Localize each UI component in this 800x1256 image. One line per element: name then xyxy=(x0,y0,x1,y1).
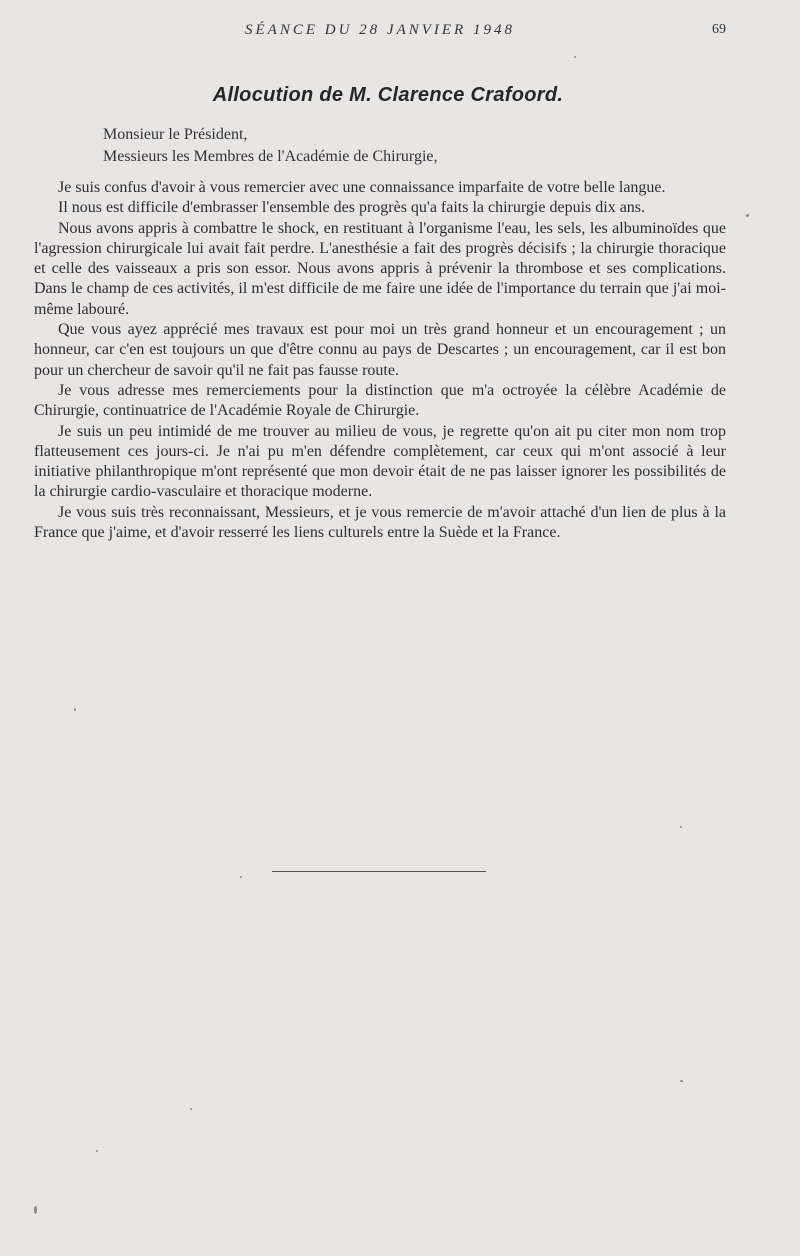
speech-body xyxy=(34,178,726,543)
paragraph: Je suis confus d'avoir à vous remercier avec une connaissance imparfaite de votre belle langue. xyxy=(58,179,666,196)
salutation xyxy=(103,124,723,167)
salutation-line: Monsieur le Président, xyxy=(103,126,248,143)
speech-title: Allocution de M. Clarence Crafoord. xyxy=(212,84,564,106)
paragraph: Il nous est difficile d'embrasser l'ensemble des progrès qu'a faits la chirurgie depuis dix ans. xyxy=(58,199,646,217)
paragraph: Je suis un peu intimidé de me trouver au milieu de vous, je regrette qu'on ait pu citer mon nom trop flatteusement ces jours-ci. Je n'ai pu m'en défendre complètement, car ceux qui m'ont associé à leur initiative philanthropique m'ont représenté que mon devoir était de ne pas laisser ignorer les possibilités de la chirurgie cardio-vasculaire et thoracique moderne. xyxy=(34,422,726,501)
running-header xyxy=(0,22,800,42)
paragraph: Je vous adresse mes remerciements pour la distinction que m'a octroyée la célèbre Académie de Chirurgie, continuatrice de l'Académie Royale de Chirurgie. xyxy=(34,381,726,420)
page-number: 69 xyxy=(712,22,726,37)
paragraph: Je vous suis très reconnaissant, Messieurs, et je vous remercie de m'avoir attaché d'un lien de plus à la France que j'aime, et d'avoir resserré les liens culturels entre la Suède et la France. xyxy=(34,503,726,542)
paragraph: Nous avons appris à combattre le shock, en restituant à l'organisme l'eau, les sels, les albuminoïdes que l'agression chirurgicale lui avait fait perdre. L'anesthésie a fait des progrès décisifs ; la chirurgie thoracique et celle des vaisseaux a pris son essor. Nous avons appris à prévenir la thrombose et ses complications. Dans le champ de ces activités, il m'est difficile de me faire une idée de l'importance du terrain que j'ai moi-même labouré. xyxy=(34,219,726,318)
end-divider xyxy=(272,871,486,872)
running-title: SÉANCE DU 28 JANVIER 1948 xyxy=(245,22,515,38)
paragraph: Que vous ayez apprécié mes travaux est pour moi un très grand honneur et un encouragement ; un honneur, car c'en est toujours un que d'être connu au pays de Descartes ; un encouragement, car il est bon pour un chercheur de savoir qu'il ne fait pas fausse route. xyxy=(34,321,726,379)
salutation-line: Messieurs les Membres de l'Académie de Chirurgie, xyxy=(103,148,438,165)
